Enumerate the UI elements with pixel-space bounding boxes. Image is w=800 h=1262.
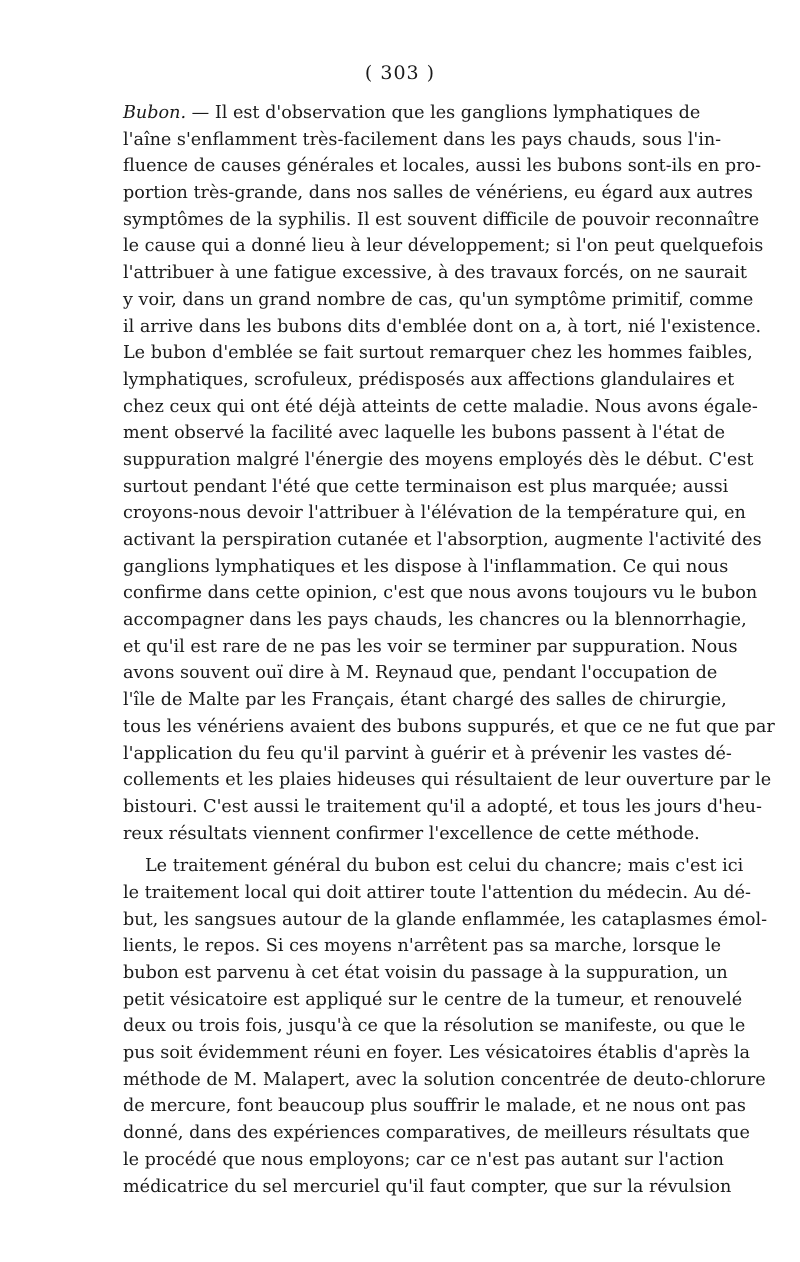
body-text	[123, 100, 775, 1200]
text-line: il arrive dans les bubons dits d'emblée dont on a, à tort, nié l'existence.	[123, 316, 762, 337]
text-line: collements et les plaies hideuses qui résultaient de leur ouverture par le	[123, 770, 772, 791]
text-line: reux résultats viennent confirmer l'excellence de cette méthode.	[123, 823, 700, 844]
text-line: médicatrice du sel mercuriel qu'il faut compter, que sur la révulsion	[123, 1176, 732, 1197]
text-line: Le bubon d'emblée se fait surtout remarquer chez les hommes faibles,	[123, 343, 753, 364]
text-line: fluence de causes générales et locales, aussi les bubons sont-ils en pro-	[123, 156, 762, 177]
text-line: symptômes de la syphilis. Il est souvent difficile de pouvoir reconnaître	[123, 209, 760, 230]
text-line: l'île de Malte par les Français, étant chargé des salles de chirurgie,	[123, 690, 727, 711]
text-line: portion très-grande, dans nos salles de vénériens, eu égard aux autres	[123, 183, 753, 204]
text-line: lients, le repos. Si ces moyens n'arrêtent pas sa marche, lorsque le	[123, 936, 722, 957]
text-line: lymphatiques, scrofuleux, prédisposés aux affections glandulaires et	[123, 369, 735, 390]
text-line: confirme dans cette opinion, c'est que nous avons toujours vu le bubon	[123, 583, 758, 604]
text-line	[123, 100, 701, 127]
text-line: de mercure, font beaucoup plus souffrir le malade, et ne nous ont pas	[123, 1096, 746, 1117]
paragraph-traitement	[123, 853, 768, 1200]
text-line: l'attribuer à une fatigue excessive, à des travaux forcés, on ne saurait	[123, 263, 747, 284]
text-line: ment observé la facilité avec laquelle les bubons passent à l'état de	[123, 423, 726, 444]
text-line: but, les sangsues autour de la glande enflammée, les cataplasmes émol-	[123, 909, 768, 930]
text-line: activant la perspiration cutanée et l'absorption, augmente l'activité des	[123, 530, 762, 550]
page-number: ( 303 )	[364, 62, 436, 84]
text-line: avons souvent ouï dire à M. Reynaud que, pendant l'occupation de	[123, 663, 718, 684]
text-line: Le traitement général du bubon est celui du chancre; mais c'est ici	[145, 856, 744, 877]
text-line: croyons-nous devoir l'attribuer à l'élévation de la température qui, en	[123, 503, 746, 524]
text-line: petit vésicatoire est appliqué sur le centre de la tumeur, et renouvelé	[123, 989, 743, 1010]
text-line: chez ceux qui ont été déjà atteints de cette maladie. Nous avons égale-	[123, 396, 758, 417]
section-term: Bubon.	[123, 103, 187, 123]
text-line: bistouri. C'est aussi le traitement qu'il a adopté, et tous les jours d'heu-	[123, 796, 762, 817]
text-line: le procédé que nous employons; car ce n'est pas autant sur l'action	[123, 1149, 724, 1170]
text-line: méthode de M. Malapert, avec la solution concentrée de deuto-chlorure	[123, 1069, 766, 1090]
text-line: accompagner dans les pays chauds, les chancres ou la blennorrhagie,	[123, 610, 747, 631]
text-line: l'application du feu qu'il parvint à guérir et à prévenir les vastes dé-	[123, 743, 732, 764]
text-line-content: — Il est d'observation que les ganglions lymphatiques de	[191, 103, 701, 123]
paragraph-bubon	[123, 100, 775, 847]
text-line: suppuration malgré l'énergie des moyens employés dès le début. C'est	[123, 449, 754, 470]
text-line: surtout pendant l'été que cette terminaison est plus marquée; aussi	[123, 476, 729, 497]
text-line: y voir, dans un grand nombre de cas, qu'un symptôme primitif, comme	[123, 289, 754, 310]
text-line: deux ou trois fois, jusqu'à ce que la résolution se manifeste, ou que le	[123, 1016, 746, 1037]
text-line: pus soit évidemment réuni en foyer. Les vésicatoires établis d'après la	[123, 1043, 751, 1064]
text-line: tous les vénériens avaient des bubons suppurés, et que ce ne fut que par	[123, 716, 775, 737]
text-line: ganglions lymphatiques et les dispose à l'inflammation. Ce qui nous	[123, 556, 729, 577]
text-line: et qu'il est rare de ne pas les voir se terminer par suppuration. Nous	[123, 636, 738, 657]
text-line: le traitement local qui doit attirer toute l'attention du médecin. Au dé-	[123, 882, 751, 903]
text-line: bubon est parvenu à cet état voisin du passage à la suppuration, un	[123, 963, 728, 983]
text-line: le cause qui a donné lieu à leur développement; si l'on peut quelquefois	[123, 236, 764, 257]
text-line: donné, dans des expériences comparatives, de meilleurs résultats que	[123, 1123, 750, 1144]
text-line: l'aîne s'enflamment très-facilement dans les pays chauds, sous l'in-	[123, 129, 722, 150]
